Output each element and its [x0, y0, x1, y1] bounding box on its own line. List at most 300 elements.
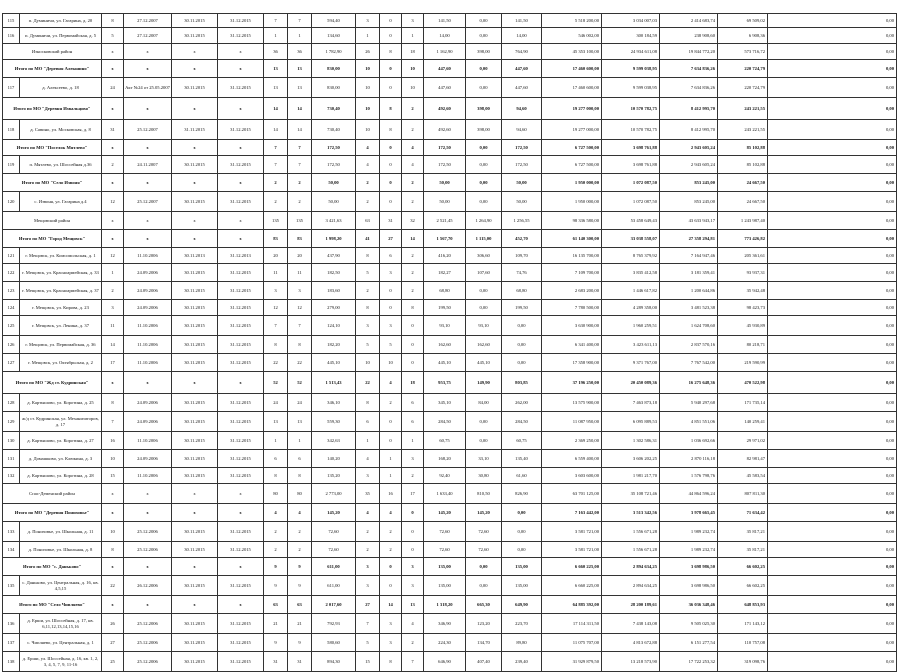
table-cell: 9 371 767,00: [602, 354, 660, 372]
table-cell: 7: [288, 14, 312, 28]
table-cell: 220 724,79: [718, 60, 768, 78]
table-cell: 25: [102, 652, 124, 672]
table-cell: 6 908,36: [718, 28, 768, 44]
table-row: [3, 576, 897, 596]
table-cell: 1: [264, 432, 288, 450]
table-cell: 3: [402, 558, 424, 576]
table-cell: 5: [356, 634, 380, 652]
table-cell: 132: [3, 468, 20, 484]
table-cell: 44 864 596,24: [660, 484, 718, 504]
table-cell: 220 724,79: [718, 78, 768, 98]
table-cell: 138: [3, 652, 20, 672]
table-cell: д. Понизовье, ул. Школьная, д. 8: [20, 542, 102, 558]
table-cell: 14: [288, 98, 312, 120]
data-table: [2, 13, 897, 672]
table-cell: 0,00: [768, 558, 897, 576]
table-cell: 136: [3, 614, 20, 634]
table-cell: 36: [264, 44, 288, 60]
table-cell: 31.12.2015: [218, 652, 264, 672]
table-cell: x: [218, 174, 264, 192]
table-cell: 63: [288, 596, 312, 614]
table-cell: 1 633,40: [424, 484, 466, 504]
table-cell: 109,70: [502, 248, 542, 264]
table-cell: 145,20: [424, 504, 466, 522]
table-cell: 9: [264, 576, 288, 596]
table-cell: 35 942,48: [718, 282, 768, 300]
table-cell: 63: [356, 212, 380, 230]
table-cell: 0,00: [502, 542, 542, 558]
table-cell: x: [218, 596, 264, 614]
table-cell: 31: [380, 212, 402, 230]
table-cell: 17 460 600,00: [542, 78, 602, 98]
table-cell: 30.11.2015: [172, 614, 218, 634]
table-cell: 2: [380, 522, 402, 542]
table-cell: 0,00: [768, 522, 897, 542]
table-cell: x: [102, 60, 124, 78]
table-cell: 24: [264, 394, 288, 412]
table-cell: 1 556 671,28: [602, 522, 660, 542]
table-cell: 6: [264, 450, 288, 468]
table-cell: 24.09.2006: [124, 282, 172, 300]
table-cell: 1: [356, 432, 380, 450]
table-cell: 17: [102, 354, 124, 372]
table-cell: 3 698 986,50: [660, 576, 718, 596]
table-cell: 11.10.2006: [124, 316, 172, 336]
table-cell: 31.12.2015: [218, 192, 264, 212]
table-cell: 398,00: [466, 98, 502, 120]
table-cell: 71 634,42: [718, 504, 768, 522]
table-cell: 123,20: [466, 614, 502, 634]
table-cell: 0,00: [502, 354, 542, 372]
table-cell: 0,00: [466, 174, 502, 192]
table-cell: 1: [356, 28, 380, 44]
table-cell: 0,00: [768, 354, 897, 372]
table-cell: x: [124, 484, 172, 504]
table-cell: 171 735,14: [718, 394, 768, 412]
table-cell: 1 302 586,31: [602, 432, 660, 450]
table-cell: 172,50: [424, 156, 466, 174]
table-cell: 135,20: [312, 468, 356, 484]
table-cell: 135,00: [502, 576, 542, 596]
table-cell: 3 181 359,41: [660, 264, 718, 282]
table-cell: x: [218, 98, 264, 120]
table-cell: 8 765 379,92: [602, 248, 660, 264]
table-cell: 0,00: [768, 282, 897, 300]
table-cell: 124: [3, 300, 20, 316]
table-cell: 18: [402, 372, 424, 394]
table-cell: 27 358 294,81: [660, 230, 718, 248]
table-cell: 0,00: [768, 542, 897, 558]
table-cell: 121: [3, 248, 20, 264]
table-cell: 1: [288, 432, 312, 450]
table-cell: 3: [380, 316, 402, 336]
table-cell: 10: [356, 120, 380, 140]
table-cell: 20: [264, 248, 288, 264]
table-cell: 124,10: [312, 316, 356, 336]
table-cell: 26: [356, 44, 380, 60]
table-cell: с. Извоня, ул. Гагарина д.4: [20, 192, 102, 212]
table-cell: 2: [288, 522, 312, 542]
table-cell: 11.10.2006: [124, 354, 172, 372]
table-cell: 118: [3, 120, 20, 140]
table-cell: 2: [288, 192, 312, 212]
table-cell: 4 289 358,00: [602, 300, 660, 316]
table-cell: 0: [402, 542, 424, 558]
table-cell: 7 463 873,18: [602, 394, 660, 412]
table-cell: п. Мятлево, ул. Шоссейная д.36: [20, 156, 102, 174]
table-cell: 1 318,20: [424, 596, 466, 614]
table-cell: 1 950 000,00: [542, 174, 602, 192]
table-cell: 3 603 600,00: [542, 468, 602, 484]
table-cell: 134,60: [312, 28, 356, 44]
table-cell: 17: [402, 484, 424, 504]
table-cell: 4: [356, 140, 380, 156]
table-cell: г. Мещовск, ул. Кирова, д. 23: [20, 300, 102, 316]
table-cell: 31: [288, 652, 312, 672]
table-cell: 41: [356, 230, 380, 248]
table-cell: 306,60: [466, 248, 502, 264]
table-cell: 0,00: [466, 282, 502, 300]
table-cell: 9 599 038,95: [602, 78, 660, 98]
table-cell: 8: [288, 468, 312, 484]
table-cell: 0: [402, 316, 424, 336]
table-cell: 6: [402, 394, 424, 412]
table-cell: 7: [102, 412, 124, 432]
table-cell: 30.11.2013: [172, 248, 218, 264]
table-cell: 0,00: [768, 614, 897, 634]
table-cell: 3 630 900,00: [542, 316, 602, 336]
table-cell: 29 971,02: [718, 432, 768, 450]
table-cell: 30.11.2015: [172, 468, 218, 484]
table-cell: 31.12.2015: [218, 634, 264, 652]
table-cell: 1 446 617,82: [602, 282, 660, 300]
table-cell: 6: [402, 412, 424, 432]
table-cell: x: [102, 140, 124, 156]
table-row: [3, 28, 897, 44]
table-cell: 2 017,60: [312, 596, 356, 614]
table-cell: 30.11.2015: [172, 576, 218, 596]
table-cell: 8: [380, 652, 402, 672]
table-cell: 11: [264, 264, 288, 282]
table-cell: 407,40: [466, 652, 502, 672]
table-cell: 3 581 721,00: [542, 542, 602, 558]
table-cell: 0,00: [466, 140, 502, 156]
table-cell: 0,00: [768, 300, 897, 316]
table-row: [3, 248, 897, 264]
table-cell: 3 481 523,38: [660, 300, 718, 316]
table-cell: 30.11.2015: [172, 282, 218, 300]
table-cell: 115: [3, 14, 20, 28]
table-cell: 0: [380, 282, 402, 300]
table-row: [3, 542, 897, 558]
table-cell: 853 245,00: [660, 174, 718, 192]
table-cell: 826,90: [502, 484, 542, 504]
table-cell: д. Алексеево, д. 18: [20, 78, 102, 98]
table-cell: 125: [3, 316, 20, 336]
table-cell: 1 256,55: [502, 212, 542, 230]
table-cell: 219 590,99: [718, 354, 768, 372]
table-cell: 3: [380, 614, 402, 634]
table-cell: 279,00: [312, 300, 356, 316]
table-cell: x: [172, 484, 218, 504]
table-cell: г. Мещовск, ул. Первомайская, д. 36: [20, 336, 102, 354]
table-cell: 1 036 692,66: [660, 432, 718, 450]
table-cell: 27: [102, 634, 124, 652]
table-cell: 182,27: [424, 264, 466, 282]
table-cell: 0,00: [768, 60, 897, 78]
table-cell: 30.11.2015: [172, 316, 218, 336]
table-cell: 11: [288, 264, 312, 282]
table-cell: 122: [3, 264, 20, 282]
table-cell: 107,60: [466, 264, 502, 282]
table-cell: 0: [380, 412, 402, 432]
table-cell: 1 072 087,50: [602, 192, 660, 212]
table-cell: 3 421,63: [312, 212, 356, 230]
table-cell: 36: [288, 44, 312, 60]
table-cell: 416,20: [424, 248, 466, 264]
table-cell: 31.12.2015: [218, 336, 264, 354]
table-cell: 284,50: [424, 412, 466, 432]
table-cell: x: [124, 60, 172, 78]
table-cell: x: [124, 44, 172, 60]
table-cell: 9: [264, 634, 288, 652]
table-cell: 5 940 297,68: [660, 394, 718, 412]
table-cell: 792,93: [312, 614, 356, 634]
table-cell: 22: [288, 354, 312, 372]
table-cell: 30.11.2015: [172, 300, 218, 316]
table-cell: x: [172, 140, 218, 156]
table-cell: 6 727 500,00: [542, 156, 602, 174]
table-cell: 0: [380, 432, 402, 450]
table-cell: 7: [264, 14, 288, 28]
table-cell: Итого по МО "с. Даньково": [3, 558, 102, 576]
table-cell: 546 002,00: [542, 28, 602, 44]
table-cell: 0,00: [768, 652, 897, 672]
table-cell: 31.12.2015: [218, 156, 264, 174]
table-cell: 12: [102, 192, 124, 212]
table-cell: 13: [402, 596, 424, 614]
table-cell: 300 184,59: [602, 28, 660, 44]
table-cell: 1 567,70: [424, 230, 466, 248]
table-cell: 52: [288, 372, 312, 394]
table-cell: 447,60: [502, 78, 542, 98]
table-cell: 6 559 400,00: [542, 450, 602, 468]
table-cell: 140 259,41: [718, 412, 768, 432]
table-cell: 24.11.2007: [124, 156, 172, 174]
subtotal-row: [3, 98, 897, 120]
table-cell: 31.12.2015: [218, 120, 264, 140]
table-cell: 63: [264, 596, 288, 614]
table-cell: 24 667,50: [718, 192, 768, 212]
table-cell: 6 727 500,00: [542, 140, 602, 156]
table-cell: 7 164 947,46: [660, 248, 718, 264]
table-cell: 135: [264, 212, 288, 230]
table-cell: 1: [264, 28, 288, 44]
region-row: [3, 484, 897, 504]
table-cell: 4: [402, 614, 424, 634]
table-cell: 1: [402, 432, 424, 450]
table-cell: 30.11.2015: [172, 14, 218, 28]
table-cell: 199,50: [424, 300, 466, 316]
table-cell: 183,60: [312, 282, 356, 300]
table-row: [3, 316, 897, 336]
table-cell: 98 423,73: [718, 300, 768, 316]
table-cell: x: [218, 60, 264, 78]
table-cell: 0: [380, 192, 402, 212]
table-cell: д. Картышово, ул. Коротина, д. 25: [20, 394, 102, 412]
table-cell: 3: [288, 282, 312, 300]
table-cell: 0,00: [768, 504, 897, 522]
table-cell: x: [102, 484, 124, 504]
table-cell: 72,60: [466, 522, 502, 542]
table-cell: 1 576 798,76: [660, 468, 718, 484]
table-cell: x: [172, 504, 218, 522]
table-cell: 2: [356, 174, 380, 192]
table-cell: x: [124, 558, 172, 576]
table-cell: 2: [356, 282, 380, 300]
table-cell: 15: [102, 468, 124, 484]
table-cell: 36 036 348,46: [660, 596, 718, 614]
table-cell: 9 505 025,30: [660, 614, 718, 634]
table-cell: 30.11.2015: [172, 354, 218, 372]
table-cell: 172,50: [502, 156, 542, 174]
table-cell: 10: [402, 60, 424, 78]
table-cell: 445,10: [466, 354, 502, 372]
table-cell: 13: [264, 412, 288, 432]
table-row: [3, 450, 897, 468]
table-cell: 2 837 570,16: [660, 336, 718, 354]
table-cell: 0,00: [768, 14, 897, 28]
table-cell: 9: [288, 576, 312, 596]
table-cell: 7: [264, 316, 288, 336]
table-cell: 7: [264, 140, 288, 156]
table-cell: 4: [380, 372, 402, 394]
table-cell: 284,50: [502, 412, 542, 432]
table-cell: 32: [402, 212, 424, 230]
table-cell: 31.12.2015: [218, 542, 264, 558]
table-cell: 50,00: [312, 174, 356, 192]
table-cell: 61,60: [502, 468, 542, 484]
table-cell: 80: [264, 484, 288, 504]
table-cell: 16: [102, 432, 124, 450]
table-cell: 69 509,02: [718, 14, 768, 28]
table-cell: 43 633 943,17: [660, 212, 718, 230]
table-cell: 7 780 500,00: [542, 300, 602, 316]
table-row: [3, 192, 897, 212]
table-cell: 93,10: [466, 316, 502, 336]
table-cell: 30.11.2015: [172, 264, 218, 282]
table-cell: 7: [264, 156, 288, 174]
table-cell: 31.12.2015: [218, 300, 264, 316]
table-cell: 2: [264, 522, 288, 542]
table-row: [3, 412, 897, 432]
table-cell: 31.12.2015: [218, 394, 264, 412]
table-cell: 68,80: [424, 282, 466, 300]
table-cell: 0,00: [768, 412, 897, 432]
table-cell: 2 414 683,74: [660, 14, 718, 28]
table-cell: 199,50: [502, 300, 542, 316]
table-cell: 0,00: [466, 156, 502, 174]
table-cell: 853 245,00: [660, 192, 718, 212]
table-cell: 31.12.2015: [218, 354, 264, 372]
table-cell: 3 835 412,58: [602, 264, 660, 282]
table-cell: 3: [402, 576, 424, 596]
table-cell: 1: [288, 28, 312, 44]
table-cell: 31: [264, 652, 288, 672]
table-cell: д. Домашково, ул. Клюкина, д. 3: [20, 450, 102, 468]
table-cell: 1: [402, 28, 424, 44]
table-row: [3, 120, 897, 140]
table-cell: 8 412 995,70: [660, 120, 718, 140]
table-cell: 239,40: [502, 652, 542, 672]
table-cell: 68,80: [502, 282, 542, 300]
table-cell: 0,00: [768, 140, 897, 156]
table-row: [3, 282, 897, 300]
table-cell: 13 218 573,90: [602, 652, 660, 672]
table-cell: 92,40: [424, 468, 466, 484]
table-cell: 45 353 100,00: [542, 44, 602, 60]
table-cell: 830,00: [312, 60, 356, 78]
table-cell: 10: [356, 78, 380, 98]
table-cell: д. Понизовье, ул. Школьная, д. 11: [20, 522, 102, 542]
table-cell: 764,90: [502, 44, 542, 60]
table-cell: 80: [288, 484, 312, 504]
table-cell: 35 817,21: [718, 522, 768, 542]
table-cell: 10: [356, 354, 380, 372]
table-cell: x: [102, 44, 124, 60]
table-cell: 31.11.2015: [172, 120, 218, 140]
table-cell: 594,40: [312, 14, 356, 28]
table-cell: 172,50: [312, 156, 356, 174]
table-cell: 50,00: [424, 192, 466, 212]
table-cell: 2: [380, 542, 402, 558]
table-cell: 24.09.2006: [124, 264, 172, 282]
table-cell: 17 722 253,32: [660, 652, 718, 672]
table-cell: 3: [356, 558, 380, 576]
table-cell: 31.12.2015: [218, 78, 264, 98]
table-cell: 0,00: [768, 394, 897, 412]
table-cell: 0,00: [768, 450, 897, 468]
table-cell: 22: [264, 354, 288, 372]
table-cell: 30.11.2015: [172, 156, 218, 174]
table-cell: 1 981 217,70: [602, 468, 660, 484]
table-cell: 11.10.2006: [124, 248, 172, 264]
table-cell: 15: [356, 652, 380, 672]
table-cell: 33 038 558,07: [602, 230, 660, 248]
table-cell: 31.12.2015: [218, 316, 264, 336]
table-cell: с. Чипляево, ул. Центральная, д. 1: [20, 634, 102, 652]
table-cell: 8: [380, 120, 402, 140]
table-cell: 4: [380, 504, 402, 522]
table-cell: 346,90: [424, 614, 466, 634]
table-cell: 0,00: [466, 192, 502, 212]
table-cell: 135,00: [424, 558, 466, 576]
table-cell: 61 140 300,00: [542, 230, 602, 248]
table-cell: 6: [356, 412, 380, 432]
table-cell: 0: [380, 140, 402, 156]
table-cell: 8: [380, 98, 402, 120]
table-cell: 1 072 087,50: [602, 174, 660, 192]
table-cell: 4: [356, 156, 380, 174]
table-cell: 10: [102, 522, 124, 542]
table-cell: Акт №24 от 25.05.2007: [124, 78, 172, 98]
table-cell: 19 844 772,20: [660, 44, 718, 60]
table-cell: 30,80: [466, 468, 502, 484]
subtotal-row: [3, 372, 897, 394]
table-cell: x: [102, 596, 124, 614]
table-cell: 11: [102, 316, 124, 336]
table-cell: 1: [102, 264, 124, 282]
